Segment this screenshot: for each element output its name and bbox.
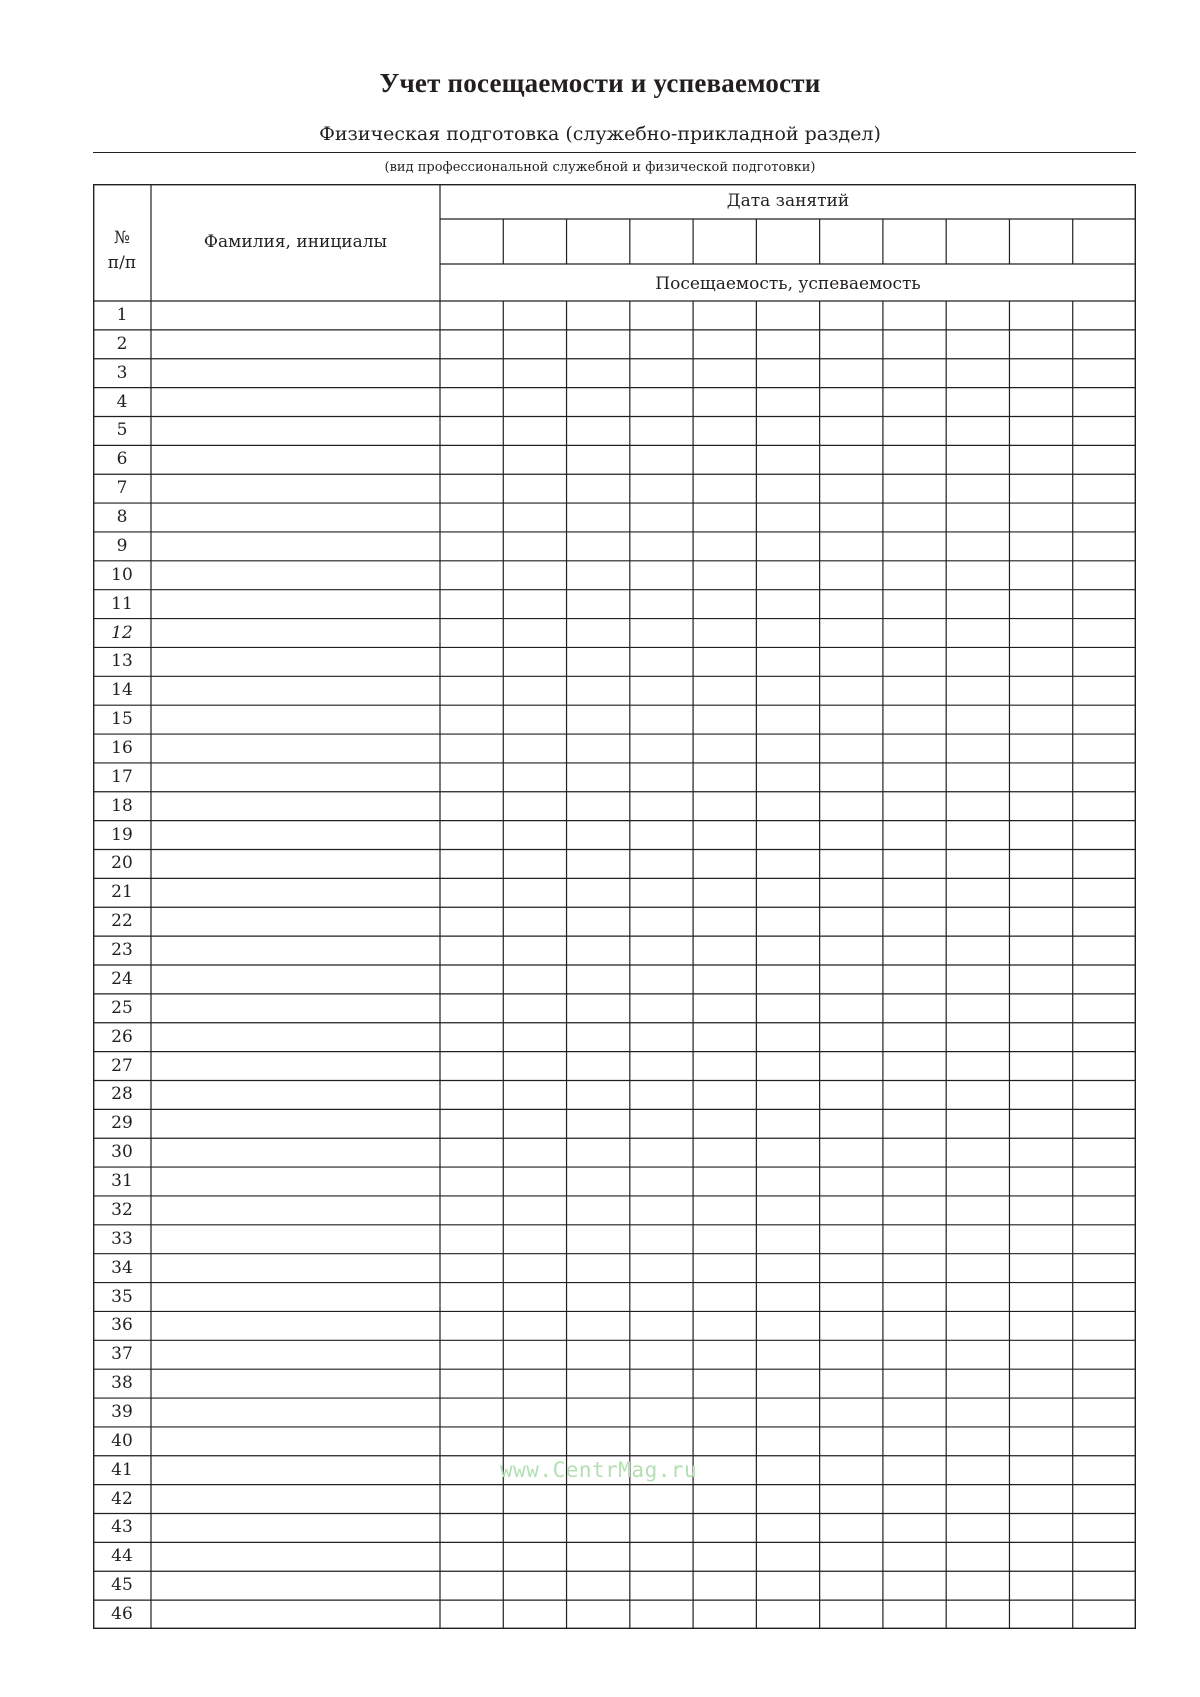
row-number: 32 bbox=[111, 1199, 133, 1220]
row-number: 4 bbox=[116, 391, 128, 412]
row-number: 12 bbox=[111, 622, 133, 643]
page-title: Учет посещаемости и успеваемости bbox=[379, 68, 821, 98]
row-number: 10 bbox=[111, 564, 133, 585]
column-header-name: Фамилия, инициалы bbox=[203, 232, 388, 252]
row-number: 13 bbox=[111, 651, 133, 672]
row-number: 41 bbox=[111, 1459, 133, 1480]
row-number: 39 bbox=[111, 1401, 133, 1422]
row-number: 17 bbox=[111, 766, 133, 787]
row-number: 44 bbox=[111, 1546, 133, 1567]
row-number: 45 bbox=[111, 1575, 133, 1596]
row-number: 5 bbox=[116, 420, 128, 441]
row-number: 25 bbox=[111, 997, 133, 1018]
row-number: 24 bbox=[111, 968, 133, 989]
row-number: 37 bbox=[111, 1344, 133, 1365]
row-number: 11 bbox=[111, 593, 133, 614]
row-number: 22 bbox=[111, 911, 133, 932]
row-number: 34 bbox=[111, 1257, 133, 1278]
column-header-dates: Дата занятий bbox=[726, 191, 850, 211]
row-number: 36 bbox=[111, 1315, 133, 1336]
row-number: 7 bbox=[116, 478, 128, 499]
row-number: 2 bbox=[116, 333, 128, 354]
discipline-subtitle: Физическая подготовка (служебно-прикладной раздел) bbox=[319, 123, 881, 145]
row-number: 46 bbox=[111, 1604, 133, 1625]
row-number: 43 bbox=[111, 1517, 133, 1538]
row-number: 30 bbox=[111, 1142, 133, 1163]
row-number: 8 bbox=[116, 507, 128, 528]
table-grid bbox=[93, 184, 1136, 1629]
row-number: 6 bbox=[116, 449, 128, 470]
row-number: 19 bbox=[111, 824, 133, 845]
row-number: 28 bbox=[111, 1084, 133, 1105]
table-border bbox=[94, 185, 1136, 1629]
column-header-attendance: Посещаемость, успеваемость bbox=[655, 274, 921, 294]
row-number: 33 bbox=[111, 1228, 133, 1249]
subtitle-underline bbox=[93, 152, 1136, 153]
row-number: 42 bbox=[111, 1488, 133, 1509]
row-number: 40 bbox=[111, 1430, 133, 1451]
row-number: 27 bbox=[111, 1055, 133, 1076]
row-number: 15 bbox=[111, 709, 133, 730]
attendance-table bbox=[93, 184, 1136, 1629]
row-number: 26 bbox=[111, 1026, 133, 1047]
row-number: 29 bbox=[111, 1113, 133, 1134]
row-number: 20 bbox=[111, 853, 133, 874]
row-number: 23 bbox=[111, 940, 133, 961]
column-header-number: № п/п bbox=[107, 228, 137, 273]
row-number: 3 bbox=[116, 362, 128, 383]
row-number: 14 bbox=[111, 680, 133, 701]
row-number: 21 bbox=[111, 882, 133, 903]
row-number: 9 bbox=[116, 535, 128, 556]
row-number: 35 bbox=[111, 1286, 133, 1307]
row-number: 16 bbox=[111, 737, 133, 758]
watermark: www.CentrMag.ru bbox=[500, 1458, 698, 1482]
row-number: 38 bbox=[111, 1373, 133, 1394]
row-number: 18 bbox=[111, 795, 133, 816]
subtitle-caption: (вид профессиональной служебной и физической подготовки) bbox=[384, 160, 816, 175]
row-number: 31 bbox=[111, 1171, 133, 1192]
row-number: 1 bbox=[116, 304, 128, 325]
